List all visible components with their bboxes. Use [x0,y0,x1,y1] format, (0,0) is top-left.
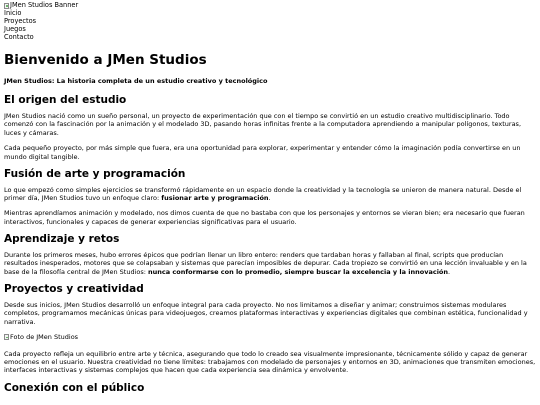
section-heading: Fusión de arte y programación [4,167,186,180]
banner-alt-text: JMen Studios Banner [10,1,79,9]
paragraph: Desde sus inicios, JMen Studios desarrolló un enfoque integral para cada proyecto. No nos limitamos a diseñar y animar; construimos sistemas modulares completos, programamos mecánicas únicas para videojuegos, creamos plataformas interactivas y experiencias digitales que combinan estética, funcionalidad y narrativa. [4,300,528,326]
paragraph [4,186,536,203]
banner-image [4,2,536,10]
section-projects [4,283,536,375]
paragraph: Mientras aprendíamos animación y modelado, nos dimos cuenta de que no bastaba con que los personajes y entornos se vieran bien; era necesario que fueran interactivos, funcionales y capaces de generar experiencias significativas para el usuario. [4,209,525,226]
paragraph [4,251,536,276]
main-nav [4,10,536,42]
emphasis-text: nunca conformarse con lo promedio, siempre buscar la excelencia y la innovación [148,267,449,276]
nav-link-proyectos[interactable]: Proyectos [4,16,37,25]
nav-link-inicio[interactable]: Inicio [4,8,22,17]
paragraph-text: Durante los primeros meses, hubo errores épicos que podrían llenar un libro entero: renders que tardaban horas y fallaban al final, scripts que producían resultados inesperados, motores que se colapsaban y sistemas que parecían imposibles de depurar. Cada tropiezo se convirtió en una lección invaluable y en la base de la filosofía central de JMen Studios: [4,250,527,276]
paragraph-end: . [448,267,451,276]
section-learning [4,233,536,276]
section-origin [4,94,536,161]
paragraph-text: Lo que empezó como simples ejercicios se transformó rápidamente en un espacio donde la creatividad y la tecnología se unieron de manera natural. Desde el primer día, JMen Studios tuvo un enfoque claro: [4,185,522,202]
page-subtitle: JMen Studios: La historia completa de un estudio creativo y tecnológico [4,76,268,85]
studio-photo [4,333,536,341]
section-heading: El origen del estudio [4,94,127,107]
nav-link-contacto[interactable]: Contacto [4,32,34,41]
paragraph: Cada pequeño proyecto, por más simple que fuera, era una oportunidad para explorar, experimentar y entender cómo la imaginación podía convertirse en un mundo digital tangible. [4,144,521,161]
page-title: Bienvenido a JMen Studios [4,51,207,68]
broken-image-icon [4,334,9,340]
paragraph: Cada proyecto refleja un equilibrio entre arte y técnica, asegurando que todo lo creado sea visualmente impresionante, técnicamente sólido y capaz de generar emociones en el usuario. Nuestra creatividad no tiene límites: trabajamos con modelado de personajes y entornos en 3D, animaciones que transmiten emociones, interfaces interactivas y sistemas complejos que hacen que cada experiencia sea dinámica y envolvente. [4,349,536,375]
section-connection [4,382,536,395]
broken-image-icon [4,3,9,9]
nav-link-juegos[interactable]: Juegos [4,24,26,33]
section-heading: Proyectos y creatividad [4,283,144,296]
section-heading: Aprendizaje y retos [4,233,120,246]
paragraph-end: . [268,193,271,202]
section-fusion [4,168,536,226]
paragraph: JMen Studios nació como un sueño personal, un proyecto de experimentación que con el tiempo se convirtió en un estudio creativo multidisciplinario. Todo comenzó con la fascinación por la animación y el modelado 3D, pasando horas infinitas frente a la computadora aprendiendo a manipular polígonos, texturas, luces y cámaras. [4,111,522,137]
emphasis-text: fusionar arte y programación [161,193,269,202]
photo-alt-text: Foto de JMen Studios [10,333,79,342]
section-heading: Conexión con el público [4,381,145,394]
